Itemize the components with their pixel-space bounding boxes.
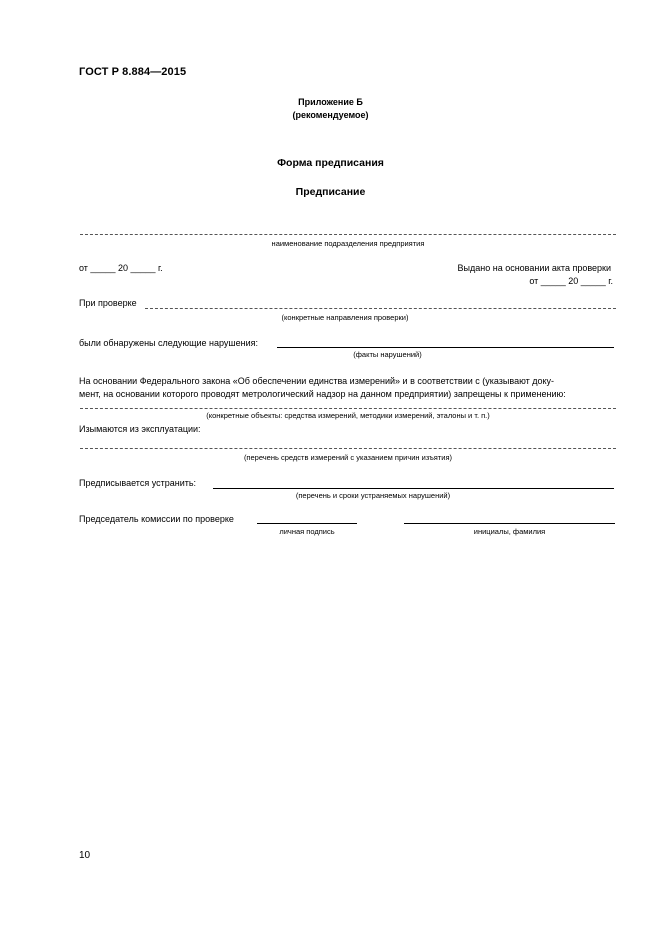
withdrawn-line xyxy=(80,448,616,449)
violations-caption: (факты нарушений) xyxy=(353,350,422,359)
inspection-line xyxy=(145,308,616,309)
date-right: от _____ 20 _____ г. xyxy=(529,276,613,286)
eliminate-caption: (перечень и сроки устраняемых нарушений) xyxy=(295,491,451,500)
law-text-line1: На основании Федерального закона «Об обеспечении единства измерений» и в соответствии с (указывают доку- xyxy=(79,376,555,386)
objects-line xyxy=(80,408,616,409)
inspection-label: При проверке xyxy=(79,298,137,308)
department-caption: наименование подразделения предприятия xyxy=(271,239,425,248)
eliminate-line xyxy=(213,488,614,489)
objects-caption: (конкретные объекты: средства измерений, методики измерений, эталоны и т. п.) xyxy=(206,411,490,420)
form-title: Предписание xyxy=(295,186,366,198)
page-number: 10 xyxy=(79,850,91,861)
law-text-line2: мент, на основании которого проводят метрологический надзор на данном предприятии) запрещены к применению: xyxy=(79,389,566,399)
department-line xyxy=(80,234,616,235)
form-heading: Форма предписания xyxy=(277,157,384,169)
issued-basis: Выдано на основании акта проверки xyxy=(457,263,611,273)
withdrawn-label: Изымаются из эксплуатации: xyxy=(79,424,201,434)
signature-line xyxy=(257,523,357,524)
signature-caption: личная подпись xyxy=(279,527,335,536)
eliminate-label: Предписывается устранить: xyxy=(79,478,197,488)
appendix-note: (рекомендуемое) xyxy=(292,110,369,120)
inspection-caption: (конкретные направления проверки) xyxy=(281,313,409,322)
date-from: от _____ 20 _____ г. xyxy=(79,263,163,273)
appendix-title: Приложение Б xyxy=(298,97,363,107)
chairman-label: Председатель комиссии по проверке xyxy=(79,514,234,524)
standard-number: ГОСТ Р 8.884—2015 xyxy=(79,66,187,78)
withdrawn-caption: (перечень средств измерений с указанием причин изъятия) xyxy=(243,453,453,462)
name-line xyxy=(404,523,615,524)
violations-line xyxy=(277,347,614,348)
violations-label: были обнаружены следующие нарушения: xyxy=(79,338,258,348)
name-caption: инициалы, фамилия xyxy=(473,527,546,536)
